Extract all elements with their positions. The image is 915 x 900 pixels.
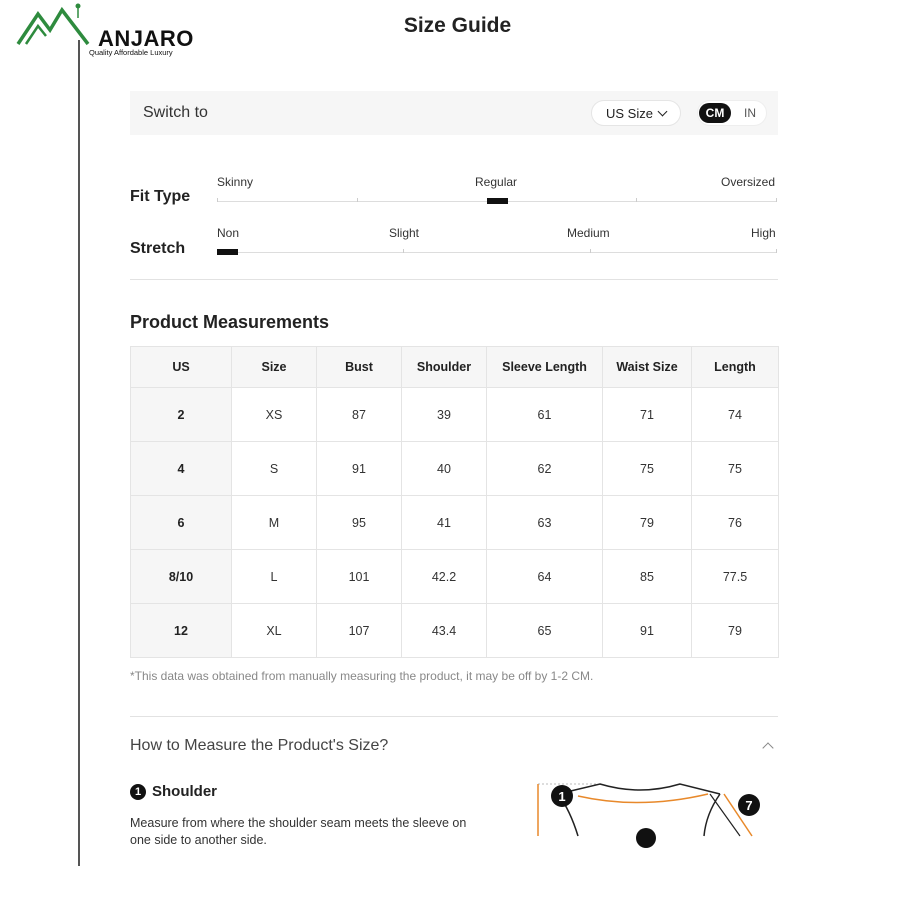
table-cell: 40 <box>402 442 487 496</box>
table-cell: 41 <box>402 496 487 550</box>
diagram-label-1: 1 <box>558 789 566 804</box>
table-cell: 91 <box>603 604 692 658</box>
table-cell: 85 <box>603 550 692 604</box>
col-header-bust: Bust <box>317 347 402 388</box>
measurements-title: Product Measurements <box>130 312 330 332</box>
chevron-up-icon[interactable] <box>762 742 773 753</box>
col-header-length: Length <box>692 347 779 388</box>
table-cell: S <box>232 442 317 496</box>
table-cell: 95 <box>317 496 402 550</box>
table-cell: 87 <box>317 388 402 442</box>
table-cell: 65 <box>487 604 603 658</box>
unit-cm-option[interactable]: CM <box>699 103 731 123</box>
table-row <box>131 442 779 496</box>
table-row <box>131 496 779 550</box>
stretch-scale-high: High <box>751 226 776 240</box>
fit-type-label: Fit Type <box>130 188 191 205</box>
step-title: Shoulder <box>152 783 218 800</box>
table-cell: 8/10 <box>131 550 232 604</box>
fit-tick <box>357 198 358 202</box>
table-cell: 64 <box>487 550 603 604</box>
unit-in-option[interactable]: IN <box>744 106 756 120</box>
table-cell: 74 <box>692 388 779 442</box>
unit-toggle[interactable] <box>697 100 767 126</box>
table-cell: XL <box>232 604 317 658</box>
fit-tick <box>776 198 777 202</box>
fit-type-marker <box>487 198 508 204</box>
table-cell: 79 <box>603 496 692 550</box>
table-cell: 76 <box>692 496 779 550</box>
size-select-value: US Size <box>606 105 653 121</box>
section-divider <box>130 279 778 280</box>
size-system-select[interactable] <box>591 100 681 126</box>
step-description: Measure from where the shoulder seam meets the sleeve on one side to another side. <box>130 816 467 847</box>
stretch-scale-medium: Medium <box>567 226 610 240</box>
step-shoulder-heading <box>130 783 217 800</box>
chevron-down-icon <box>658 106 668 116</box>
garment-measure-illustration <box>530 780 770 836</box>
brand-name: ANJARO <box>98 26 194 51</box>
table-cell: 75 <box>603 442 692 496</box>
col-header-waist-size: Waist Size <box>603 347 692 388</box>
stretch-track <box>217 252 777 253</box>
table-cell: 42.2 <box>402 550 487 604</box>
stretch-tick <box>776 249 777 253</box>
fit-scale-regular: Regular <box>475 175 518 189</box>
measurements-table <box>130 346 779 658</box>
table-cell: 91 <box>317 442 402 496</box>
garment-diagram <box>530 780 770 836</box>
fit-tick <box>217 198 218 202</box>
table-cell: 12 <box>131 604 232 658</box>
table-cell: M <box>232 496 317 550</box>
stretch-marker <box>217 249 238 255</box>
section-divider <box>130 716 778 717</box>
table-cell: 39 <box>402 388 487 442</box>
table-row <box>131 604 779 658</box>
table-row <box>131 388 779 442</box>
stretch-tick <box>590 249 591 253</box>
stretch-scale-slight: Slight <box>389 226 420 240</box>
table-cell: 4 <box>131 442 232 496</box>
table-cell: 79 <box>692 604 779 658</box>
table-cell: 71 <box>603 388 692 442</box>
fit-tick <box>636 198 637 202</box>
table-cell: L <box>232 550 317 604</box>
col-header-us: US <box>131 347 232 388</box>
table-cell: 6 <box>131 496 232 550</box>
col-header-sleeve-length: Sleeve Length <box>487 347 603 388</box>
table-row <box>131 550 779 604</box>
col-header-size: Size <box>232 347 317 388</box>
fit-scale-oversized: Oversized <box>721 175 776 189</box>
table-cell: 63 <box>487 496 603 550</box>
stretch-tick <box>403 249 404 253</box>
table-cell: 62 <box>487 442 603 496</box>
switch-label: Switch to <box>143 104 208 121</box>
measurement-note: *This data was obtained from manually measuring the product, it may be off by 1-2 CM. <box>130 669 594 683</box>
table-cell: 107 <box>317 604 402 658</box>
fit-scale-skinny: Skinny <box>217 175 254 189</box>
table-cell: 43.4 <box>402 604 487 658</box>
table-cell: 2 <box>131 388 232 442</box>
brand-tagline: Quality Affordable Luxury <box>89 48 173 57</box>
diagram-label-7: 7 <box>745 798 753 813</box>
table-cell: 61 <box>487 388 603 442</box>
stretch-scale-non: Non <box>217 226 240 240</box>
table-cell: 101 <box>317 550 402 604</box>
how-to-measure-toggle[interactable]: How to Measure the Product's Size? <box>130 737 389 754</box>
col-header-shoulder: Shoulder <box>402 347 487 388</box>
switch-bar <box>130 91 778 135</box>
stretch-label: Stretch <box>130 240 186 257</box>
page-title: Size Guide <box>403 14 512 37</box>
step-number-badge: 1 <box>130 784 146 800</box>
table-cell: 75 <box>692 442 779 496</box>
table-cell: XS <box>232 388 317 442</box>
table-cell: 77.5 <box>692 550 779 604</box>
vertical-divider <box>78 40 80 866</box>
table-header-row <box>131 347 779 388</box>
